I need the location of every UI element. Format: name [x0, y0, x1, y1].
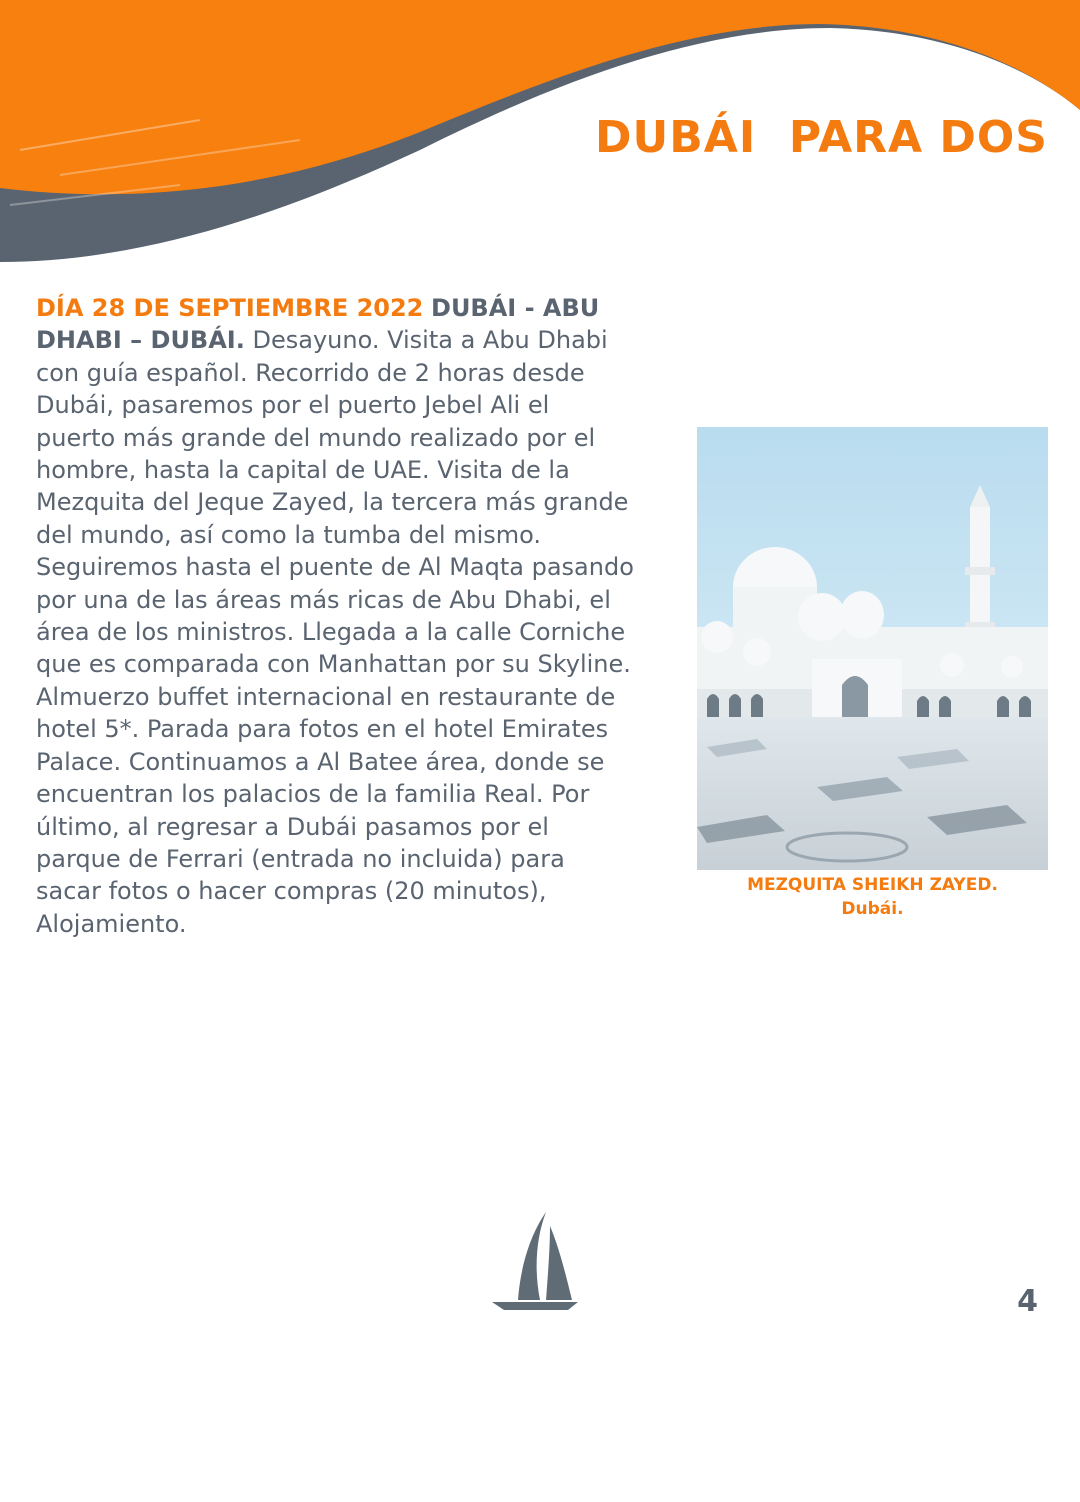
mosque-photo — [697, 427, 1048, 870]
page-title: DUBÁI PARA DOS — [595, 112, 1048, 163]
photo-caption — [697, 873, 1048, 921]
photo-caption-title: MEZQUITA SHEIKH ZAYED. — [747, 875, 998, 895]
itinerary-date: DÍA 28 DE SEPTIEMBRE 2022 — [36, 294, 424, 322]
sailboat-icon — [488, 1208, 580, 1312]
itinerary-text — [36, 292, 636, 940]
photo-caption-location: Dubái. — [841, 899, 904, 919]
itinerary-route: DUBÁI - ABU DHABI – DUBÁI. — [36, 294, 600, 355]
page-number: 4 — [1017, 1284, 1038, 1319]
itinerary-description: Desayuno. Visita a Abu Dhabi con guía español. Recorrido de 2 horas desde Dubái, pasaremos por el puerto Jebel Ali el puerto más grande del mundo realizado por el hombre, hasta la capital de UAE. Visita de la Mezquita del Jeque Zayed, la tercera más grande del mundo, así como la tumba del mismo. Seguiremos hasta el puente de Al Maqta pasando por una de las áreas más ricas de Abu Dhabi, el área de los ministros. Llegada a la calle Corniche que es comparada con Manhattan por su Skyline. Almuerzo buffet internacional en restaurante de hotel 5*. Parada para fotos en el hotel Emirates Palace. Continuamos a Al Batee área, donde se encuentran los palacios de la familia Real. Por último, al regresar a Dubái pasamos por el parque de Ferrari (entrada no incluida) para sacar fotos o hacer compras (20 minutos), Alojamiento. — [36, 326, 634, 938]
